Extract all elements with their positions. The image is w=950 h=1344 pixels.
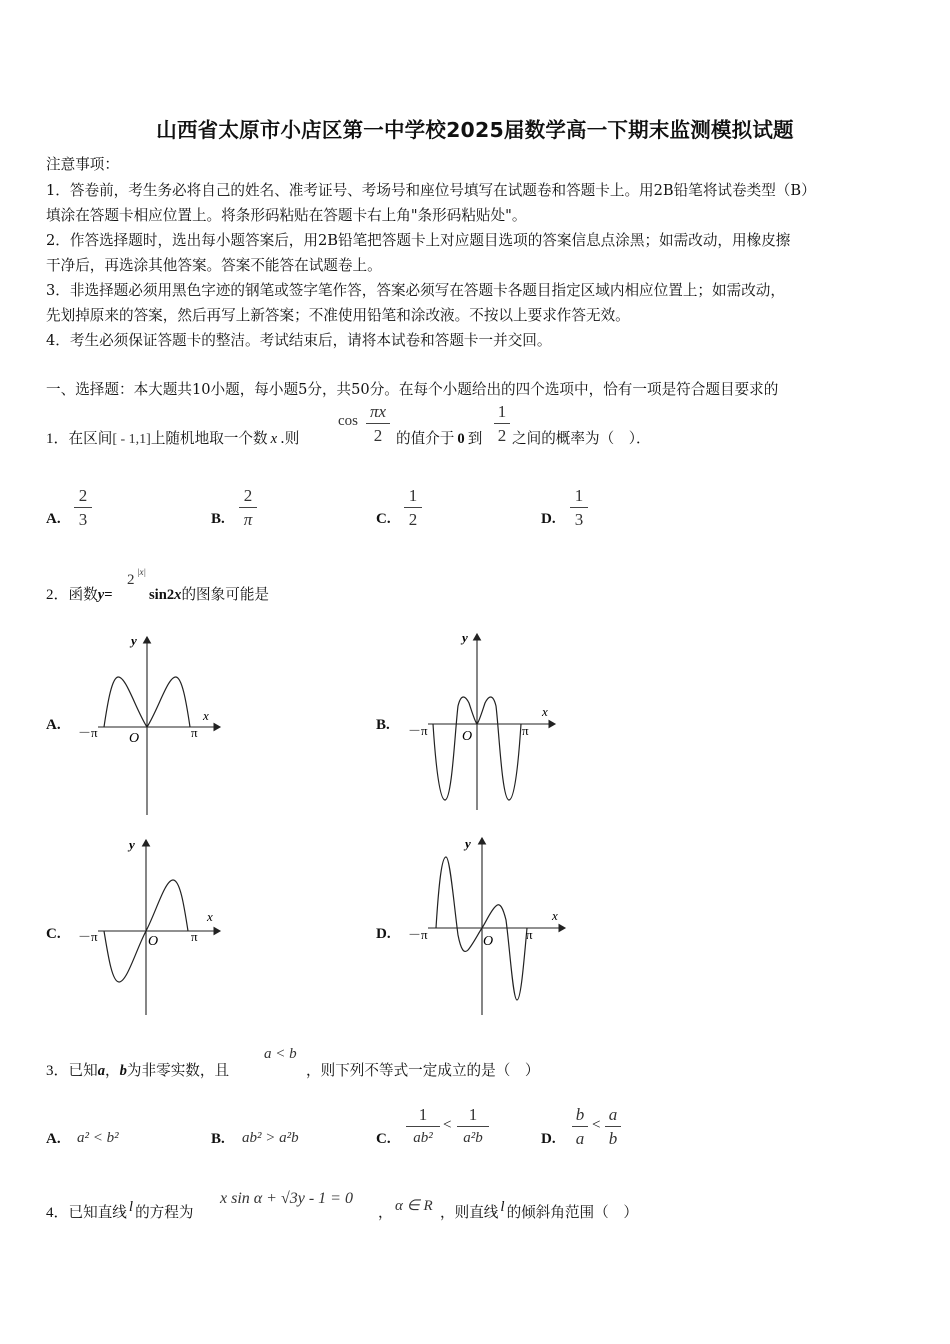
section-heading: 一、选择题：本大题共10小题，每小题5分，共50分。在每个小题给出的四个选项中，恰有一项是符合题目要求的 <box>46 381 779 398</box>
q3-option-b-text: ab² > a²b <box>242 1130 299 1146</box>
q2-option-d-label[interactable]: D. <box>376 926 391 942</box>
q3-option-d-left-fraction: b a <box>572 1105 588 1148</box>
note-1a: 1．答卷前，考生务必将自己的姓名、准考证号、考场号和座位号填写在试题卷和答题卡上。用2B铅笔将试卷类型（B） <box>46 182 816 199</box>
q1-option-b-fraction: 2 π <box>239 486 257 529</box>
q1-option-c-label[interactable]: C. <box>376 511 391 527</box>
q1-option-a-label[interactable]: A. <box>46 511 61 527</box>
page-title: 山西省太原市小店区第一中学校2025届数学高一下期末监测模拟试题 <box>156 118 794 142</box>
question-3-tail: ，则下列不等式一定成立的是（ ） <box>306 1062 540 1079</box>
question-4-tail: ，则直线 l 的倾斜角范围（ ） <box>440 1199 638 1221</box>
cos-function: cos <box>338 413 358 429</box>
q3-option-c-label[interactable]: C. <box>376 1131 391 1147</box>
q3-option-a-text: a² < b² <box>77 1130 119 1146</box>
neg-pi-label: －π <box>408 927 428 942</box>
q1-option-a-fraction: 2 3 <box>74 486 92 529</box>
q1-option-b-label[interactable]: B. <box>211 511 225 527</box>
origin-label: O <box>129 731 140 746</box>
exp-base: 2 <box>127 572 135 588</box>
origin-label: O <box>462 729 473 744</box>
interval: [ - 1,1] <box>112 432 151 447</box>
q4-equation: x sin α + √3y - 1 = 0 <box>220 1190 353 1207</box>
q1-option-d-label[interactable]: D. <box>541 511 556 527</box>
origin-label: O <box>483 934 494 949</box>
graph-d[interactable] <box>408 836 565 1015</box>
q2-option-c-label[interactable]: C. <box>46 926 61 942</box>
question-3: 3．已知a，b为非零实数，且 <box>46 1062 230 1079</box>
axis-x-label: x <box>203 708 209 723</box>
q3-option-d-right-fraction: a b <box>605 1105 621 1148</box>
question-1-cont: 的值介于 0 到 <box>396 430 483 447</box>
q3-option-a-label[interactable]: A. <box>46 1131 61 1147</box>
question-1-tail: 之间的概率为（ ）． <box>512 430 651 447</box>
graph-a[interactable] <box>78 633 220 815</box>
note-3a: 3．非选择题必须用黑色字迹的钢笔或签字笔作答，答案必须写在答题卡各题目指定区域内相应位置上；如需改动， <box>46 282 785 299</box>
graph-c[interactable] <box>78 837 220 1015</box>
pi-label: π <box>526 927 533 942</box>
note-2b: 干净后，再选涂其他答案。答案不能答在试题卷上。 <box>46 257 382 274</box>
note-3b: 先划掉原来的答案，然后再写上新答案；不准使用铅笔和涂改液。不按以上要求作答无效。 <box>46 307 630 324</box>
q2-option-b-label[interactable]: B. <box>376 717 390 733</box>
axis-x-label: x <box>552 908 558 923</box>
neg-pi-label: －π <box>408 723 428 738</box>
q1-option-c-fraction: 1 2 <box>404 486 422 529</box>
axis-x-label: x <box>542 704 548 719</box>
q4-condition: α ∈ R <box>395 1198 433 1214</box>
q3-condition: a < b <box>264 1046 297 1062</box>
note-4: 4．考生必须保证答题卡的整洁。考试结束后，请将本试卷和答题卡一并交回。 <box>46 332 552 349</box>
exp-power: |x| <box>137 567 146 577</box>
pi-label: π <box>191 929 198 944</box>
question-2: 2．函数y= <box>46 586 113 603</box>
question-4: 4．已知直线 l 的方程为 <box>46 1199 194 1221</box>
pi-label: π <box>522 723 529 738</box>
axis-y-label: y <box>462 630 468 645</box>
axis-x-label: x <box>207 909 213 924</box>
cos-argument-fraction: πx 2 <box>366 402 390 445</box>
q3-option-c-left-fraction: 1 ab² <box>406 1105 440 1148</box>
neg-pi-label: －π <box>78 725 98 740</box>
axis-y-label: y <box>129 837 135 852</box>
pi-label: π <box>191 725 198 740</box>
q3-option-d-label[interactable]: D. <box>541 1131 556 1147</box>
q2-option-a-label[interactable]: A. <box>46 717 61 733</box>
question-1: 1．在区间[ - 1,1]上随机地取一个数 x .则 <box>46 430 300 447</box>
q1-option-d-fraction: 1 3 <box>570 486 588 529</box>
q3-option-b-label[interactable]: B. <box>211 1131 225 1147</box>
note-1b: 填涂在答题卡相应位置上。将条形码粘贴在答题卡右上角"条形码粘贴处"。 <box>46 207 527 224</box>
notes-heading: 注意事项： <box>46 156 119 173</box>
question-2-cont: sin2x的图象可能是 <box>149 586 270 603</box>
origin-label: O <box>148 934 159 949</box>
neg-pi-label: －π <box>78 929 98 944</box>
axis-y-label: y <box>131 633 137 648</box>
question-number: 1． <box>46 431 69 447</box>
note-2a: 2．作答选择题时，选出每小题答案后，用2B铅笔把答题卡上对应题目选项的答案信息点涂黑；如需改动，用橡皮擦 <box>46 232 791 249</box>
half-fraction: 1 2 <box>494 402 510 445</box>
q3-option-c-right-fraction: 1 a²b <box>457 1105 489 1148</box>
graph-b[interactable] <box>408 630 555 810</box>
axis-y-label: y <box>465 836 471 851</box>
